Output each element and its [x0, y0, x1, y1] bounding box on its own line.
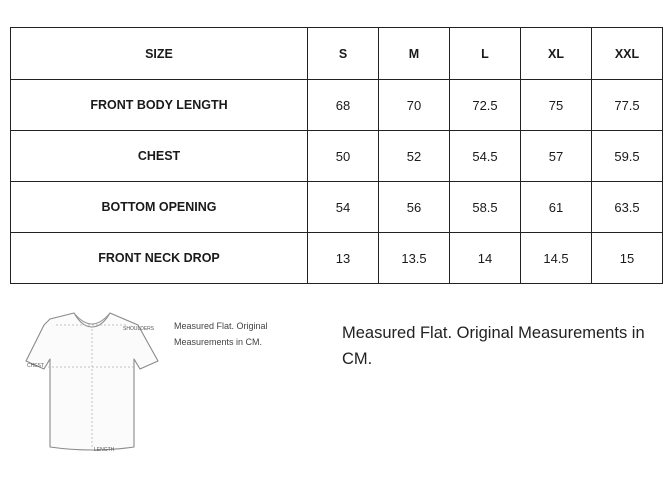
- table-cell: 54.5: [450, 131, 521, 182]
- table-row: [11, 131, 663, 182]
- header-size-l: L: [450, 28, 521, 80]
- chest-label: CHEST: [27, 363, 44, 369]
- length-label: LENGTH: [94, 447, 115, 453]
- table-cell: 72.5: [450, 80, 521, 131]
- table-cell: 57: [521, 131, 592, 182]
- table-cell: 54: [308, 182, 379, 233]
- table-cell: 13.5: [379, 233, 450, 284]
- table-cell: 52: [379, 131, 450, 182]
- table-row: [11, 80, 663, 131]
- table-cell: 68: [308, 80, 379, 131]
- table-cell: 59.5: [592, 131, 663, 182]
- table-cell: 70: [379, 80, 450, 131]
- table-cell: 50: [308, 131, 379, 182]
- table-cell: 13: [308, 233, 379, 284]
- row-label: FRONT BODY LENGTH: [11, 80, 308, 131]
- table-header-row: [11, 28, 663, 80]
- header-size-xxl: XXL: [592, 28, 663, 80]
- table-cell: 14: [450, 233, 521, 284]
- table-cell: 58.5: [450, 182, 521, 233]
- row-label: CHEST: [11, 131, 308, 182]
- shoulders-label: SHOULDERS: [123, 326, 155, 332]
- measurement-caption: Measured Flat. Original Measurements in CM.: [342, 324, 645, 368]
- diagram-note: Measured Flat. Original Measurements in CM.: [174, 321, 268, 347]
- table-cell: 56: [379, 182, 450, 233]
- table-cell: 14.5: [521, 233, 592, 284]
- table-row: [11, 182, 663, 233]
- row-label: BOTTOM OPENING: [11, 182, 308, 233]
- size-chart-table: [10, 27, 663, 284]
- table-cell: 77.5: [592, 80, 663, 131]
- header-size-m: M: [379, 28, 450, 80]
- row-label: FRONT NECK DROP: [11, 233, 308, 284]
- header-size-s: S: [308, 28, 379, 80]
- header-size-xl: XL: [521, 28, 592, 80]
- table-cell: 61: [521, 182, 592, 233]
- tshirt-measurement-diagram: [10, 305, 170, 467]
- table-cell: 63.5: [592, 182, 663, 233]
- table-cell: 15: [592, 233, 663, 284]
- table-row: [11, 233, 663, 284]
- header-size-label: SIZE: [11, 28, 308, 80]
- table-cell: 75: [521, 80, 592, 131]
